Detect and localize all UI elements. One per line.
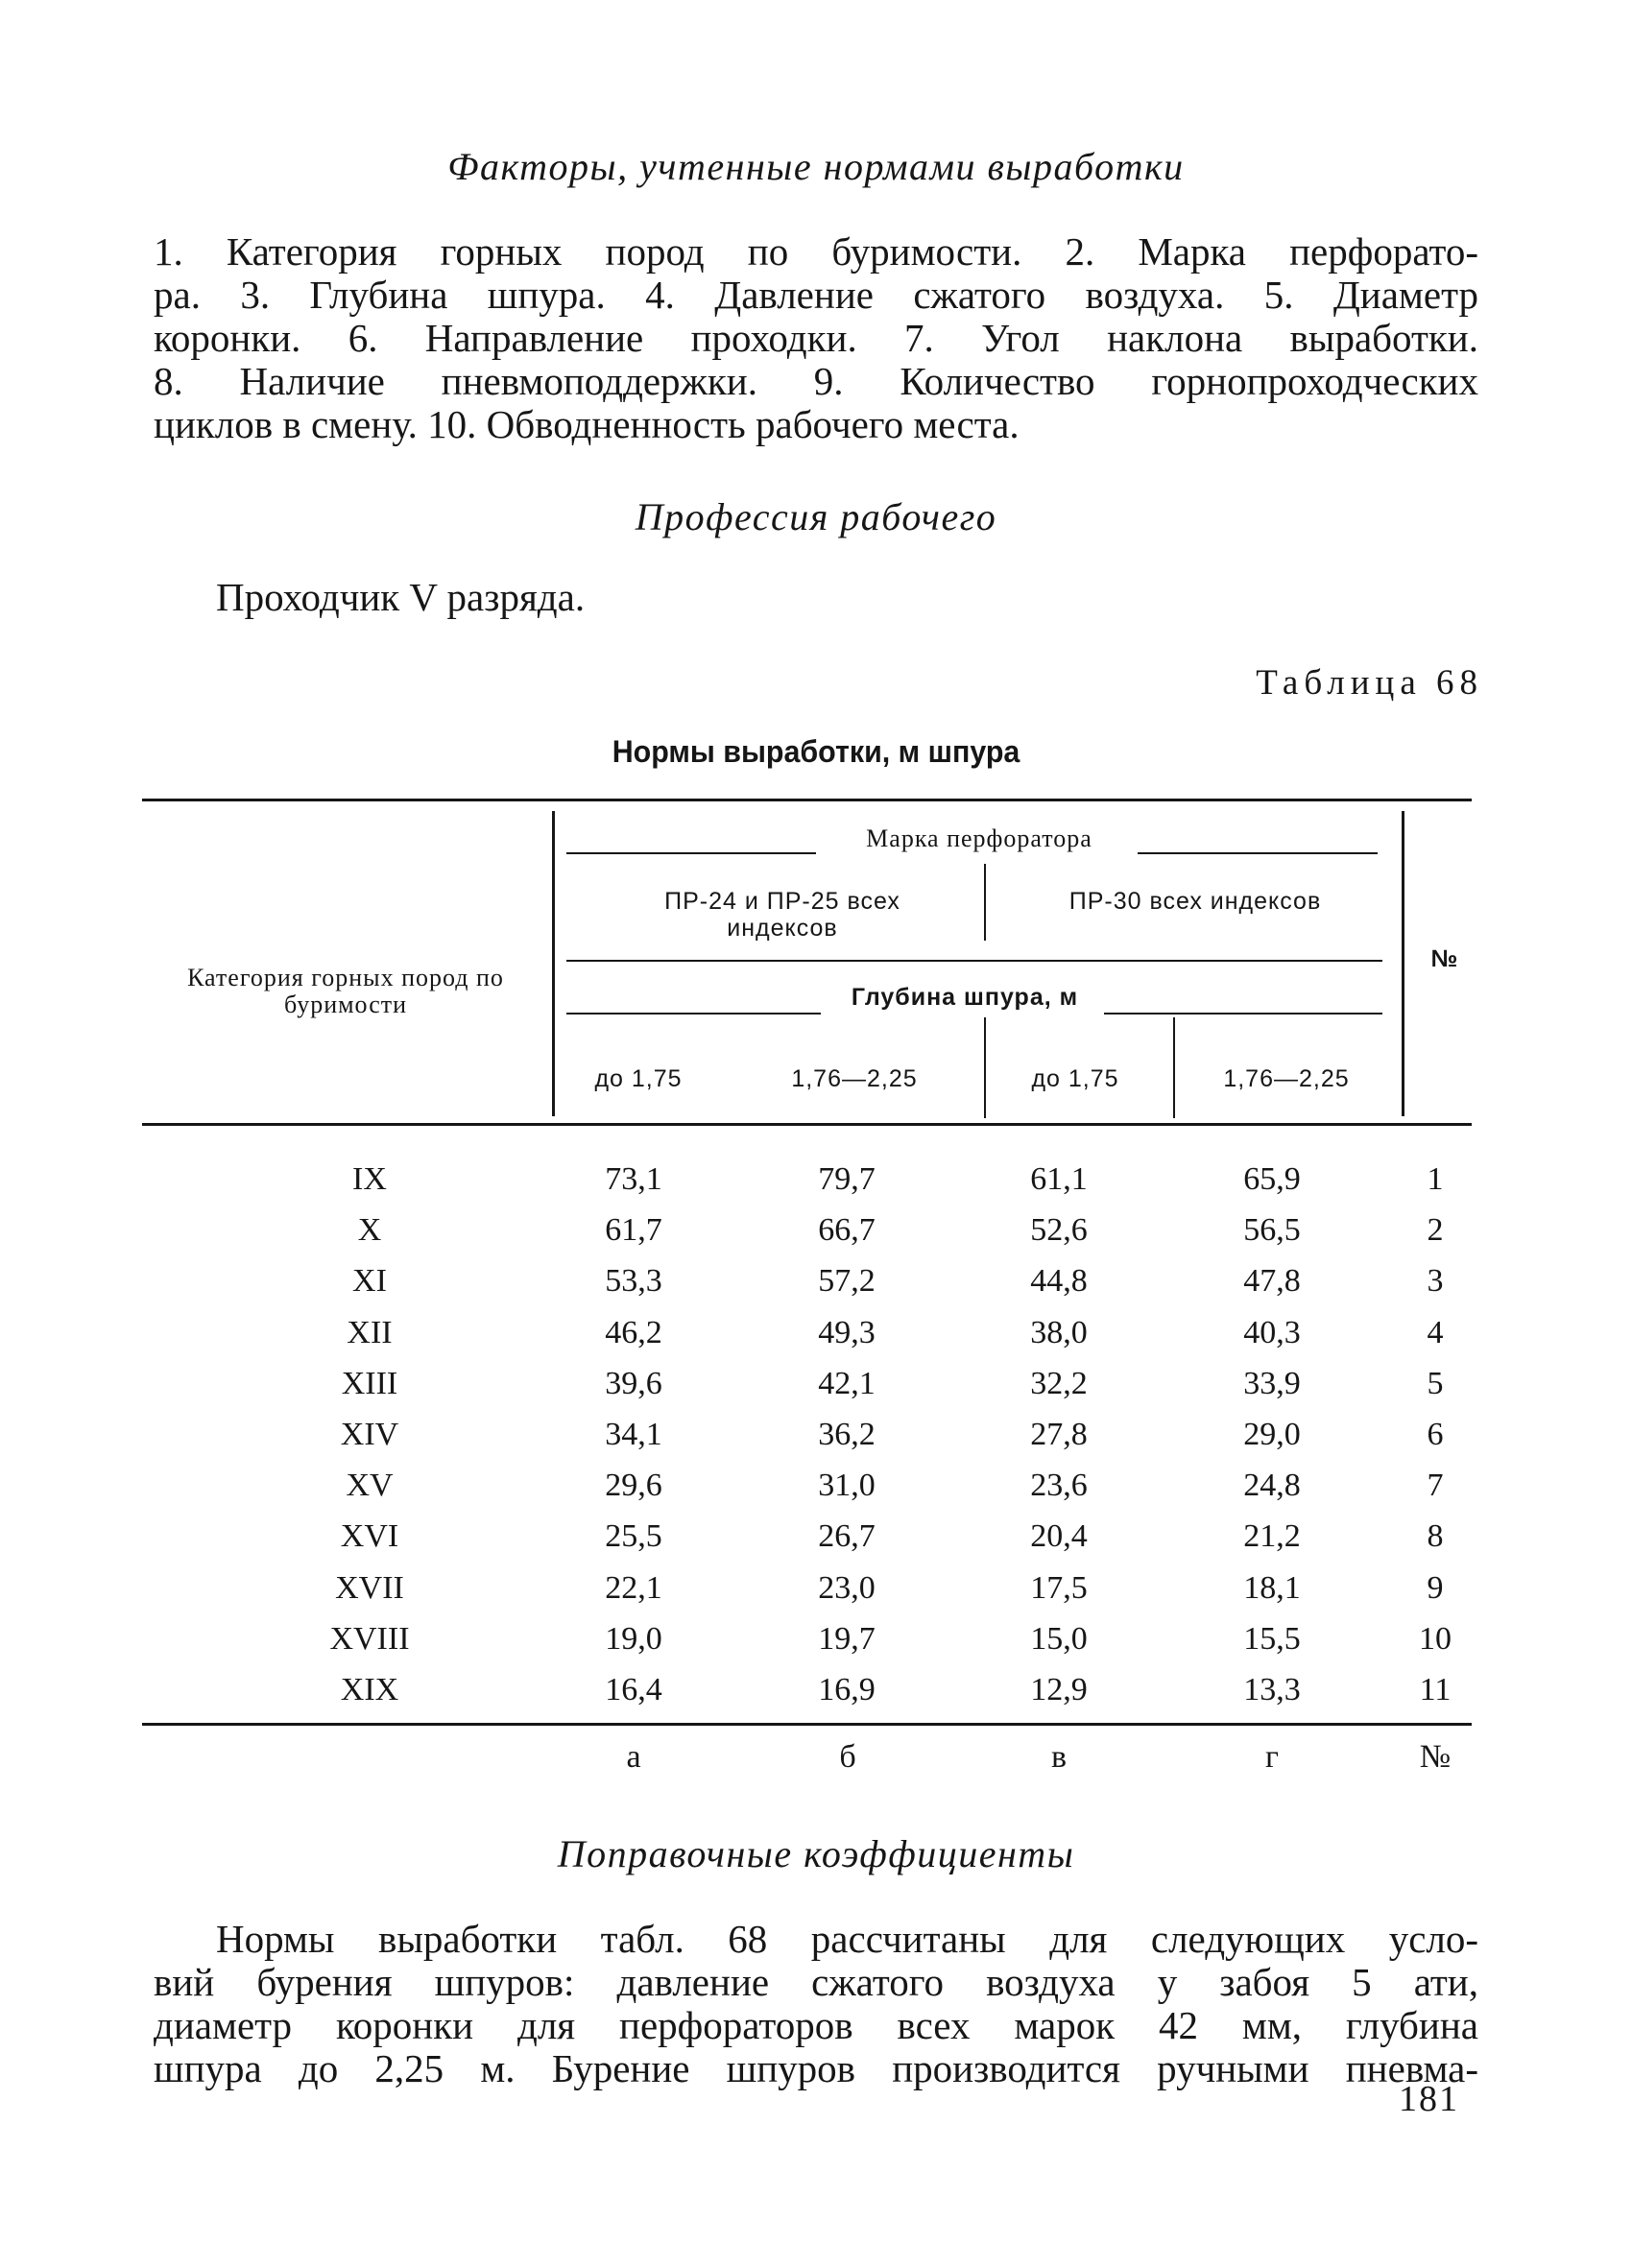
table-vline-category [552, 811, 555, 1116]
row-value-b: 19,7 [818, 1620, 876, 1657]
row-value-b: 49,3 [818, 1314, 876, 1350]
row-number: 5 [1427, 1365, 1444, 1401]
row-value-d: 65,9 [1243, 1161, 1301, 1197]
corrections-line: Нормы выработки табл. 68 рассчитаны для следующих усло- [216, 1917, 1478, 1961]
row-value-c: 17,5 [1030, 1569, 1088, 1606]
row-category: XVI [340, 1518, 399, 1555]
factors-line: циклов в смену. 10. Обводненность рабочего места. [154, 402, 1020, 446]
row-value-b: 23,0 [818, 1569, 876, 1606]
row-value-d: 13,3 [1243, 1672, 1301, 1707]
row-number: 6 [1427, 1417, 1444, 1452]
row-value-d: 56,5 [1243, 1212, 1301, 1249]
corrections-line: вий бурения шпуров: давление сжатого воздуха у забоя 5 ати, [154, 1960, 1478, 2004]
header-num: № [1430, 945, 1459, 972]
row-value-d: 47,8 [1243, 1263, 1301, 1300]
row-category: XII [347, 1314, 393, 1350]
row-category: XVIII [329, 1620, 410, 1657]
row-number: 8 [1427, 1518, 1444, 1555]
page-number: 181 [1399, 2079, 1459, 2119]
row-category: XIV [340, 1417, 399, 1452]
row-category: XIX [340, 1672, 399, 1707]
row-value-a: 53,3 [605, 1263, 662, 1300]
header-group-1: ПР-24 и ПР-25 всех индексов [664, 888, 900, 942]
row-value-a: 25,5 [605, 1518, 662, 1555]
row-value-a: 73,1 [605, 1161, 662, 1197]
row-category: IX [352, 1161, 387, 1197]
depth-rule-right [1104, 1013, 1382, 1015]
corrections-line: диаметр коронки для перфораторов всех марок 42 мм, глубина [154, 2003, 1478, 2047]
row-category: XVII [335, 1569, 404, 1606]
header-category: Категория горных пород по буримости [187, 964, 504, 1018]
row-category: XIII [341, 1365, 398, 1401]
row-value-a: 39,6 [605, 1365, 662, 1401]
row-number: 1 [1427, 1161, 1444, 1197]
factors-line: 8. Наличие пневмоподдержки. 9. Количество горнопроходческих [154, 359, 1478, 403]
depth-divider-1 [984, 1017, 986, 1118]
row-value-a: 34,1 [605, 1417, 662, 1452]
table-bottom-rule [142, 1723, 1472, 1726]
corrections-heading: Поправочные коэффициенты [557, 1832, 1075, 1875]
row-value-d: 40,3 [1243, 1314, 1301, 1350]
factors-line: коронки. 6. Направление проходки. 7. Угол наклона выработки. [154, 316, 1478, 360]
row-value-c: 23,6 [1030, 1468, 1088, 1504]
row-number: 2 [1427, 1212, 1444, 1249]
row-value-b: 16,9 [818, 1672, 876, 1707]
corrections-line: шпура до 2,25 м. Бурение шпуров производится ручными пневма- [154, 2046, 1478, 2090]
profession-heading: Профессия рабочего [635, 495, 997, 538]
header-depth-2: 1,76—2,25 [791, 1065, 918, 1092]
row-value-a: 22,1 [605, 1569, 662, 1606]
factors-line: ра. 3. Глубина шпура. 4. Давление сжатого воздуха. 5. Диаметр [154, 273, 1478, 317]
row-value-b: 57,2 [818, 1263, 876, 1300]
row-value-b: 31,0 [818, 1468, 876, 1504]
profession-text: Проходчик V разряда. [216, 575, 586, 619]
factors-paragraph [154, 230, 1478, 446]
row-category: XI [352, 1263, 387, 1300]
corrections-paragraph [154, 1918, 1478, 2090]
group-divider [984, 864, 986, 941]
row-number: 4 [1427, 1314, 1444, 1350]
row-number: 9 [1427, 1569, 1444, 1606]
table-caption: Таблица 68 [1256, 663, 1483, 703]
row-value-a: 19,0 [605, 1620, 662, 1657]
row-value-b: 66,7 [818, 1212, 876, 1249]
row-number: 7 [1427, 1468, 1444, 1504]
row-number: 11 [1419, 1672, 1452, 1707]
footer-label-num: № [1419, 1739, 1452, 1775]
table-title: Нормы выработки, м шпура [612, 734, 1020, 769]
footer-label-d: г [1265, 1739, 1279, 1775]
header-group-2: ПР-30 всех индексов [1068, 888, 1322, 915]
row-value-a: 46,2 [605, 1314, 662, 1350]
row-number: 10 [1419, 1620, 1452, 1657]
row-value-d: 18,1 [1243, 1569, 1301, 1606]
row-category: XV [346, 1468, 394, 1504]
factors-heading: Факторы, учтенные нормами выработки [447, 145, 1185, 188]
depth-rule-left [566, 1013, 821, 1015]
row-value-a: 61,7 [605, 1212, 662, 1249]
brand-rule-left [566, 852, 816, 854]
brand-rule-right [1138, 852, 1378, 854]
row-value-c: 61,1 [1030, 1161, 1088, 1197]
group-rule [566, 960, 1382, 962]
footer-label-c: в [1050, 1739, 1068, 1775]
table-header-rule [142, 1123, 1472, 1126]
footer-label-b: б [839, 1739, 856, 1775]
factors-line: 1. Категория горных пород по буримости. 2. Марка перфорато- [154, 229, 1478, 274]
row-value-d: 21,2 [1243, 1518, 1301, 1555]
row-value-c: 52,6 [1030, 1212, 1088, 1249]
header-depth-3: до 1,75 [1031, 1065, 1119, 1092]
depth-divider-2 [1173, 1017, 1175, 1118]
header-brand: Марка перфоратора [866, 824, 1092, 852]
row-category: X [357, 1212, 382, 1249]
row-value-c: 44,8 [1030, 1263, 1088, 1300]
row-value-c: 20,4 [1030, 1518, 1088, 1555]
row-value-d: 24,8 [1243, 1468, 1301, 1504]
row-value-a: 16,4 [605, 1672, 662, 1707]
row-value-c: 27,8 [1030, 1417, 1088, 1452]
row-value-c: 32,2 [1030, 1365, 1088, 1401]
row-number: 3 [1427, 1263, 1444, 1300]
header-depth-1: до 1,75 [594, 1065, 683, 1092]
row-value-b: 79,7 [818, 1161, 876, 1197]
row-value-d: 15,5 [1243, 1620, 1301, 1657]
row-value-b: 26,7 [818, 1518, 876, 1555]
row-value-d: 29,0 [1243, 1417, 1301, 1452]
footer-label-a: а [626, 1739, 641, 1775]
row-value-d: 33,9 [1243, 1365, 1301, 1401]
row-value-c: 15,0 [1030, 1620, 1088, 1657]
row-value-b: 36,2 [818, 1417, 876, 1452]
header-depth: Глубина шпура, м [851, 984, 1079, 1011]
header-depth-4: 1,76—2,25 [1223, 1065, 1350, 1092]
row-value-c: 38,0 [1030, 1314, 1088, 1350]
row-value-a: 29,6 [605, 1468, 662, 1504]
row-value-c: 12,9 [1030, 1672, 1088, 1707]
table-top-rule [142, 799, 1472, 801]
row-value-b: 42,1 [818, 1365, 876, 1401]
